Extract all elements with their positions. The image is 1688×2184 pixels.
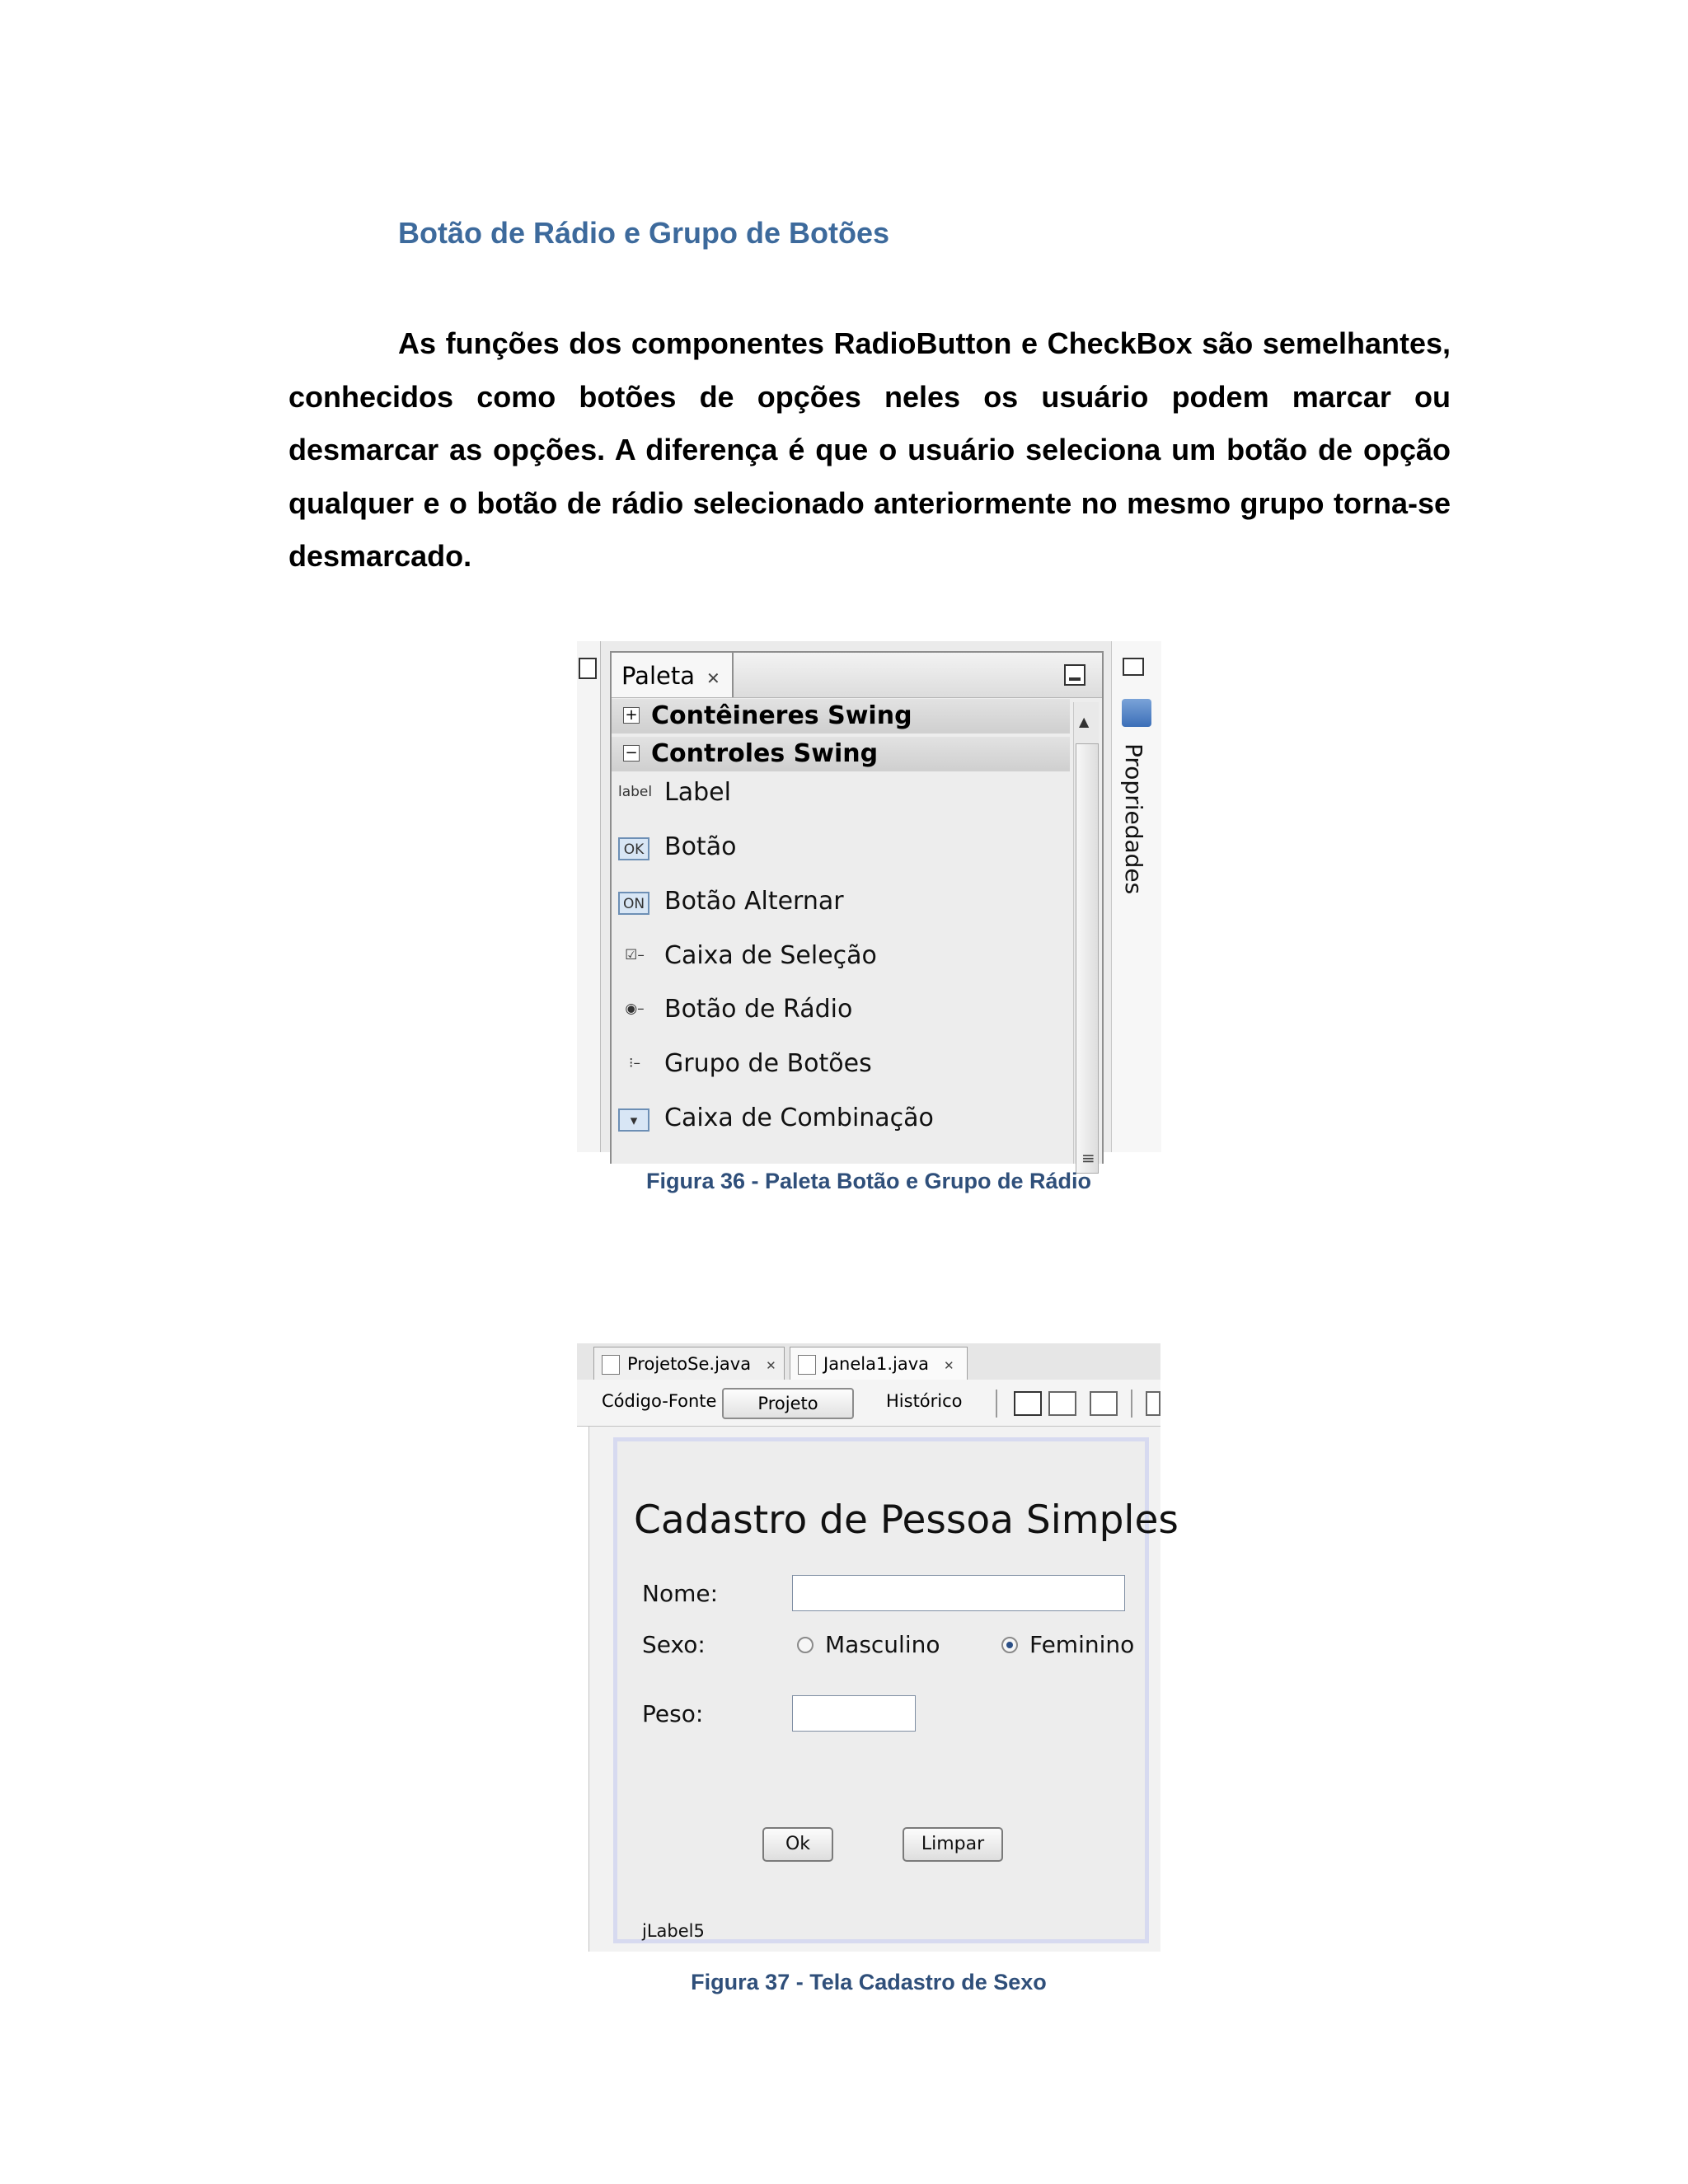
palette-item-text: Caixa de Seleção (664, 941, 877, 970)
form-file-icon (798, 1355, 816, 1375)
section-heading: Botão de Rádio e Grupo de Botões (398, 216, 890, 250)
palette-item-text: Botão de Rádio (664, 995, 853, 1024)
java-file-icon (602, 1355, 620, 1375)
properties-side-tab[interactable]: Propriedades (1120, 743, 1147, 895)
radio-label: Feminino (1029, 1631, 1135, 1658)
toolbar-separator (1131, 1390, 1132, 1418)
radio-indicator[interactable] (1001, 1637, 1018, 1653)
palette-item-button[interactable] (618, 831, 736, 864)
palette-item-radio-button[interactable] (618, 993, 852, 1026)
left-margin (577, 1427, 589, 1952)
palette-item-text: Botão (664, 832, 737, 861)
palette-item-text: Caixa de Combinação (664, 1104, 934, 1132)
selection-mode-icon[interactable] (1014, 1391, 1042, 1416)
palette-tab-label: Paleta (621, 662, 695, 690)
scroll-up-icon[interactable]: ▲ (1079, 714, 1090, 729)
collapse-icon[interactable]: − (623, 745, 640, 762)
palette-item-label[interactable] (618, 776, 731, 809)
label-icon: label (618, 784, 653, 800)
weight-field[interactable] (792, 1695, 916, 1732)
palette-item-button-group[interactable] (618, 1047, 872, 1080)
palette-item-combobox[interactable] (618, 1102, 934, 1135)
radio-button-icon: ◉– (625, 1001, 645, 1017)
palette-item-toggle-button[interactable] (618, 885, 844, 918)
palette-panel (610, 651, 1104, 1168)
tab-label: ProjetoSe.java (627, 1354, 752, 1374)
name-label: Nome: (642, 1580, 719, 1607)
tab-projetose-java[interactable] (593, 1347, 785, 1380)
design-canvas (613, 1437, 1179, 1943)
combobox-icon: ▾ (618, 1108, 649, 1132)
body-paragraph: As funções dos componentes RadioButton e CheckBox são semelhantes, conhecidos como botões de opções neles os usuário podem marcar ou desmarcar as opções. A diferença é que o usuário seleciona um botão de opção qualquer e o botão de rádio selecionado anteriormente no mesmo grupo torna-se desmarcado. (288, 326, 1451, 573)
form-title: Cadastro de Pessoa Simples (634, 1497, 1179, 1543)
clear-button[interactable]: Limpar (903, 1827, 1003, 1862)
palette-tabbar (612, 653, 1102, 698)
category-containers[interactable] (612, 699, 1070, 733)
palette-item-text: Label (664, 778, 731, 807)
right-side-strip (1111, 641, 1161, 1152)
figure-caption-36: Figura 36 - Paleta Botão e Grupo de Rádio (645, 1169, 1092, 1193)
connection-mode-icon[interactable] (1048, 1391, 1076, 1416)
palette-screenshot (577, 641, 1160, 1168)
restore-window-icon[interactable] (1123, 658, 1144, 676)
checkbox-icon: ☑– (625, 947, 645, 963)
category-controls[interactable] (612, 737, 1070, 771)
radio-indicator[interactable] (797, 1637, 814, 1653)
weight-label: Peso: (642, 1700, 704, 1727)
editor-toolbar (577, 1380, 1160, 1427)
window-icon[interactable] (579, 658, 597, 679)
align-icon[interactable] (1146, 1391, 1160, 1416)
palette-item-checkbox[interactable] (618, 940, 877, 972)
ok-button[interactable]: Ok (762, 1827, 833, 1862)
left-side-strip (577, 641, 601, 1152)
source-tab[interactable]: Código-Fonte (602, 1391, 717, 1411)
toggle-button-icon: ON (618, 892, 649, 915)
button-icon: OK (618, 837, 649, 860)
palette-tab[interactable] (612, 653, 734, 697)
form-designer-screenshot (577, 1343, 1179, 1952)
properties-icon[interactable] (1122, 699, 1151, 727)
palette-scrollbar[interactable] (1073, 702, 1099, 1168)
name-field[interactable] (792, 1575, 1125, 1611)
design-tab[interactable]: Projeto (722, 1388, 854, 1419)
radio-female[interactable] (1001, 1631, 1134, 1658)
radio-label: Masculino (825, 1631, 940, 1658)
status-label: jLabel5 (642, 1921, 705, 1941)
grip-icon: ≡ (1081, 1148, 1095, 1168)
palette-item-text: Grupo de Botões (664, 1049, 872, 1078)
figure-caption-37: Figura 37 - Tela Cadastro de Sexo (691, 1970, 1047, 1994)
close-icon[interactable]: ✕ (766, 1358, 776, 1373)
preview-design-icon[interactable] (1090, 1391, 1118, 1416)
tab-label: Janela1.java (823, 1354, 930, 1374)
palette-item-text: Botão Alternar (664, 887, 844, 916)
tab-janela1-java[interactable] (790, 1347, 968, 1380)
editor-tabs (577, 1343, 1160, 1380)
expand-icon[interactable]: + (623, 707, 640, 724)
scroll-thumb[interactable] (1076, 743, 1099, 1174)
history-tab[interactable]: Histórico (886, 1391, 963, 1411)
close-icon[interactable]: ✕ (944, 1358, 954, 1373)
minimize-icon[interactable] (1064, 664, 1085, 686)
button-group-icon: ⁝– (629, 1055, 640, 1071)
toolbar-separator (996, 1390, 997, 1418)
sex-label: Sexo: (642, 1631, 706, 1658)
category-label: Controles Swing (651, 739, 879, 768)
close-icon[interactable]: ✕ (706, 668, 720, 688)
radio-male[interactable] (797, 1631, 940, 1658)
category-label: Contêineres Swing (651, 701, 912, 730)
